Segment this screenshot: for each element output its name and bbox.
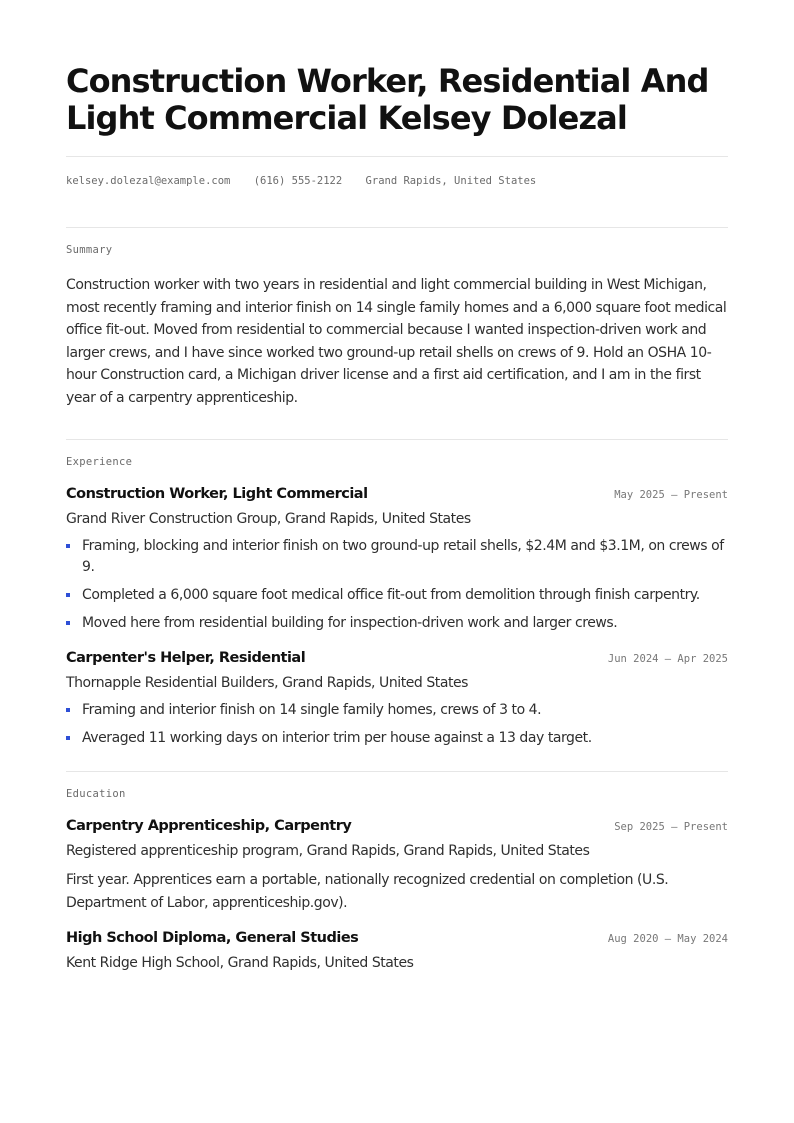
education-entry	[66, 930, 728, 974]
education-entry	[66, 818, 728, 914]
divider	[66, 227, 728, 228]
education-note: First year. Apprentices earn a portable, nationally recognized credential on completion (U.S. Department of Labor, apprenticeship.gov).	[66, 872, 669, 911]
bullet-square-icon	[66, 621, 70, 625]
job-dates: Jun 2024 — Apr 2025	[607, 653, 728, 665]
education-dates: Sep 2025 — Present	[614, 821, 728, 833]
contact-phone[interactable]: (616) 555-2122	[253, 175, 343, 187]
entry-header	[66, 650, 728, 672]
contact-location: Grand Rapids, United States	[365, 175, 537, 187]
bullet-item	[66, 728, 728, 749]
contact-line	[66, 171, 728, 191]
job-bullets	[66, 700, 728, 749]
bullet-square-icon	[66, 593, 70, 597]
entry-header	[66, 930, 728, 952]
education-institution: Kent Ridge High School, Grand Rapids, United States	[66, 955, 414, 971]
education-dates: Aug 2020 — May 2024	[607, 933, 728, 945]
divider	[66, 156, 728, 157]
bullet-square-icon	[66, 708, 70, 712]
summary-text: Construction worker with two years in residential and light commercial building in West Michigan, most recently framing and interior finish on 14 single family homes and a 6,000 square foot medical office fit-out. Moved from residential to commercial because I wanted inspection-driven work and larger crews, and I have since worked two ground-up retail shells on crews of 9. Hold an OSHA 10-hour Construction card, a Michigan driver license and a first aid certification, and I am in the first year of a carpentry apprenticeship.	[66, 277, 727, 406]
bullet-item	[66, 700, 728, 721]
divider	[66, 439, 728, 440]
education-title: Carpentry Apprenticeship, Carpentry	[66, 818, 352, 834]
page-title: Construction Worker, Residential And Light Commercial Kelsey Dolezal	[66, 62, 709, 137]
bullet-item	[66, 585, 728, 606]
job-title: Construction Worker, Light Commercial	[66, 486, 368, 502]
bullet-item	[66, 536, 728, 578]
education-institution: Registered apprenticeship program, Grand Rapids, Grand Rapids, United States	[66, 843, 590, 859]
job-bullets	[66, 536, 728, 634]
bullet-item	[66, 613, 728, 634]
contact-email[interactable]: kelsey.dolezal@example.com	[66, 175, 231, 187]
bullet-square-icon	[66, 736, 70, 740]
education-title: High School Diploma, General Studies	[66, 930, 359, 946]
entry-header	[66, 486, 728, 508]
section-label-experience: Experience	[66, 456, 133, 468]
bullet-text: Averaged 11 working days on interior trim per house against a 13 day target.	[82, 730, 592, 746]
section-label-education: Education	[66, 788, 126, 800]
bullet-text: Framing and interior finish on 14 single family homes, crews of 3 to 4.	[82, 702, 542, 718]
resume-page	[66, 60, 728, 974]
bullet-text: Framing, blocking and interior finish on two ground-up retail shells, $2.4M and $3.1M, on crews of 9.	[82, 538, 724, 575]
entry-header	[66, 818, 728, 840]
job-employer: Grand River Construction Group, Grand Rapids, United States	[66, 511, 471, 527]
job-employer: Thornapple Residential Builders, Grand Rapids, United States	[66, 675, 469, 691]
bullet-square-icon	[66, 544, 70, 548]
experience-entry	[66, 486, 728, 634]
job-dates: May 2025 — Present	[614, 489, 728, 501]
job-title: Carpenter's Helper, Residential	[66, 650, 306, 666]
divider	[66, 771, 728, 772]
bullet-text: Completed a 6,000 square foot medical office fit-out from demolition through finish carpentry.	[82, 587, 700, 603]
bullet-text: Moved here from residential building for inspection-driven work and larger crews.	[82, 615, 618, 631]
experience-entry	[66, 650, 728, 749]
section-label-summary: Summary	[66, 244, 113, 256]
